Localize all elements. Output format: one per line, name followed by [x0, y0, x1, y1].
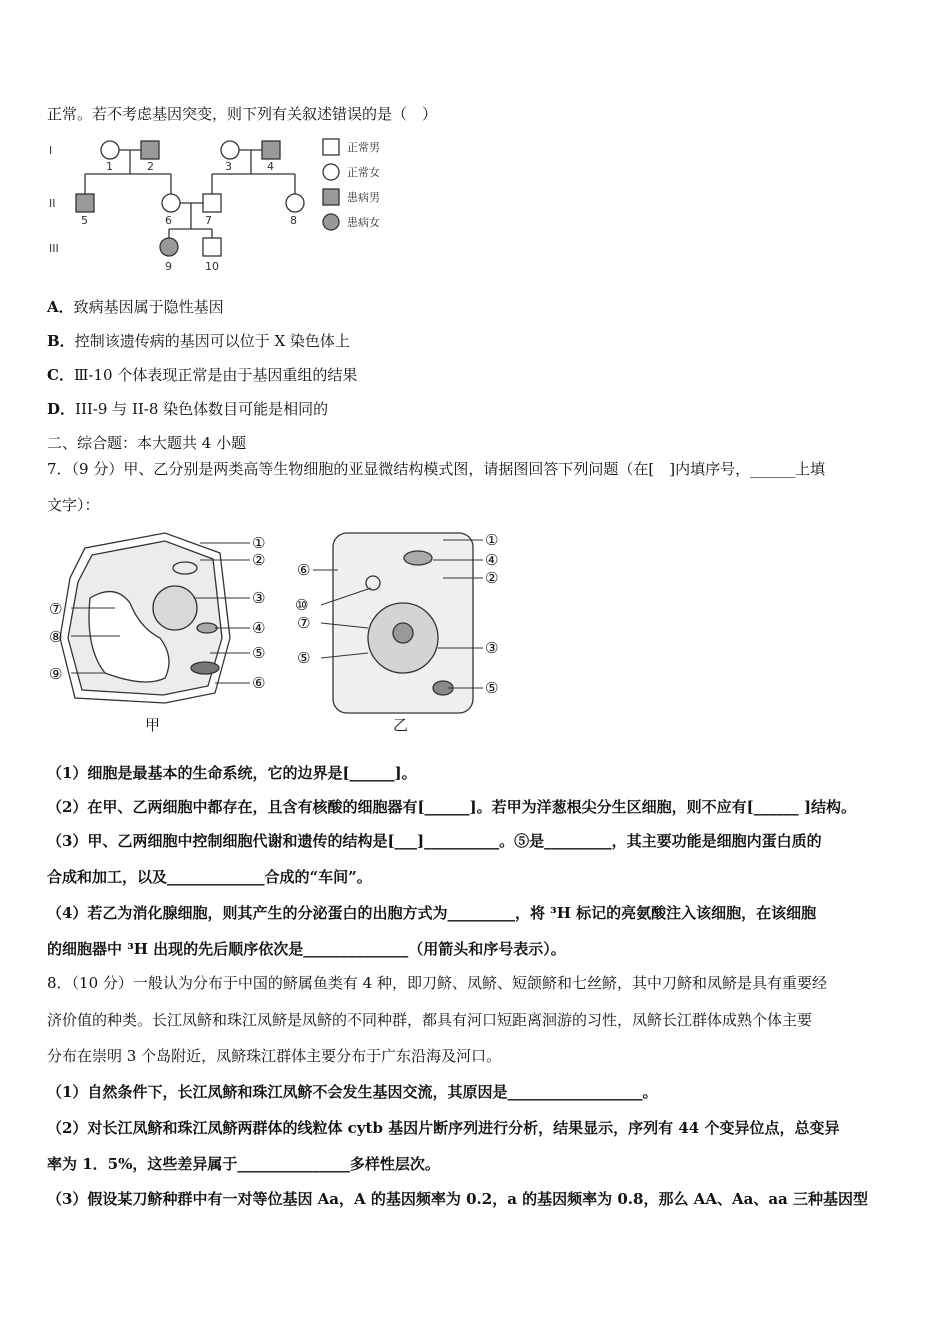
fig-a-mark-8: ⑧ [49, 628, 63, 646]
ind-7: 7 [205, 214, 212, 227]
ind-2: 2 [147, 160, 154, 173]
ind-6: 6 [165, 214, 172, 227]
fig-a-mark-2: ② [252, 551, 266, 569]
fig-a-mark-1: ① [252, 534, 266, 552]
q8-sub1: （1）自然条件下，长江凤鲚和珠江凤鲚不会发生基因交流，其原因是__________________。 [47, 1083, 658, 1101]
ind-10: 10 [205, 260, 219, 273]
legend-affected-female: 患病女 [347, 216, 380, 229]
option-a: A．致病基因属于隐性基因 [47, 298, 224, 316]
fig-b-mark-10: ⑩ [295, 596, 309, 614]
fig-a-mark-9: ⑨ [49, 665, 63, 683]
q8-sub3: （3）假设某刀鲚种群中有一对等位基因 Aa，A 的基因频率为 0.2，a 的基因频率为 0.8，那么 AA、Aa、aa 三种基因型 [47, 1190, 868, 1208]
ind-1: 1 [106, 160, 113, 173]
pedigree-chart [45, 134, 425, 274]
q7-sub1: （1）细胞是最基本的生命系统，它的边界是[______]。 [47, 764, 417, 782]
option-d: D．III-9 与 II-8 染色体数目可能是相同的 [47, 400, 329, 418]
legend-affected-male: 患病男 [347, 191, 380, 204]
fig-b-mark-2: ② [485, 569, 499, 587]
fig-b-mark-6: ⑥ [297, 561, 311, 579]
plant-cell-figure [45, 528, 285, 738]
option-b: B．控制该遗传病的基因可以位于 X 染色体上 [47, 332, 350, 350]
q8-line1: 8．（10 分）一般认为分布于中国的鲚属鱼类有 4 种，即刀鲚、凤鲚、短颌鲚和七丝鲚，其中刀鲚和凤鲚是具有重要经 [47, 974, 827, 992]
fig-b-mark-7: ⑦ [297, 614, 311, 632]
fig-a-mark-3: ③ [252, 589, 266, 607]
ind-4: 4 [267, 160, 274, 173]
animal-cell-figure [293, 528, 513, 738]
fig-b-mark-4: ④ [485, 551, 499, 569]
q7-sub2: （2）在甲、乙两细胞中都存在，且含有核酸的细胞器有[______]。若甲为洋葱根尖分生区细胞，则不应有[______ ]结构。 [47, 798, 857, 816]
q8-sub2a: （2）对长江凤鲚和珠江凤鲚两群体的线粒体 cytb 基因片断序列进行分析，结果显示，序列有 44 个变异位点，总变异 [47, 1119, 840, 1137]
ind-9: 9 [165, 260, 172, 273]
q8-line3: 分布在崇明 3 个岛附近，凤鲚珠江群体主要分布于广东沿海及河口。 [47, 1047, 502, 1065]
fig-b-mark-5a: ⑤ [297, 649, 311, 667]
q6-stem: 正常。若不考虑基因突变，则下列有关叙述错误的是（ ） [47, 105, 438, 123]
q8-line2: 济价值的种类。长江凤鲚和珠江凤鲚是凤鲚的不同种群，都具有河口短距离洄游的习性，凤鲚长江群体成熟个体主要 [47, 1011, 813, 1029]
fig-b-mark-1: ① [485, 531, 499, 549]
q7-line1: 7．（9 分）甲、乙分别是两类高等生物细胞的亚显微结构模式图，请据图回答下列问题（在[ ]内填序号，______上填 [47, 460, 826, 478]
q7-sub4a: （4）若乙为消化腺细胞，则其产生的分泌蛋白的出胞方式为_________，将 ³H 标记的亮氨酸注入该细胞，在该细胞 [47, 904, 817, 922]
q7-sub3a: （3）甲、乙两细胞中控制细胞代谢和遗传的结构是[___]__________。⑤是_________，其主要功能是细胞内蛋白质的 [47, 832, 822, 850]
ind-8: 8 [290, 214, 297, 227]
q7-line2: 文字）： [47, 496, 100, 514]
fig-b-label: 乙 [393, 716, 409, 734]
fig-b-mark-5b: ⑤ [485, 679, 499, 697]
q7-sub4b: 的细胞器中 ³H 出现的先后顺序依次是______________（用箭头和序号表示）。 [47, 940, 566, 958]
gen-label-II: II [49, 197, 56, 210]
fig-a-mark-6: ⑥ [252, 674, 266, 692]
legend-normal-male: 正常男 [347, 141, 380, 154]
q7-sub3b: 合成和加工，以及_____________合成的“车间”。 [47, 868, 372, 886]
gen-label-I: I [49, 144, 53, 157]
option-c: C．Ⅲ-10 个体表现正常是由于基因重组的结果 [47, 366, 358, 384]
ind-5: 5 [81, 214, 88, 227]
fig-a-mark-7: ⑦ [49, 600, 63, 618]
fig-b-mark-3: ③ [485, 639, 499, 657]
legend-normal-female: 正常女 [347, 166, 380, 179]
q8-sub2b: 率为 1．5%，这些差异属于_______________多样性层次。 [47, 1155, 440, 1173]
fig-a-mark-5: ⑤ [252, 644, 266, 662]
fig-a-label: 甲 [145, 716, 161, 734]
ind-3: 3 [225, 160, 232, 173]
gen-label-III: III [49, 242, 59, 255]
fig-a-mark-4: ④ [252, 619, 266, 637]
section-heading: 二、综合题：本大题共 4 小题 [47, 434, 247, 452]
